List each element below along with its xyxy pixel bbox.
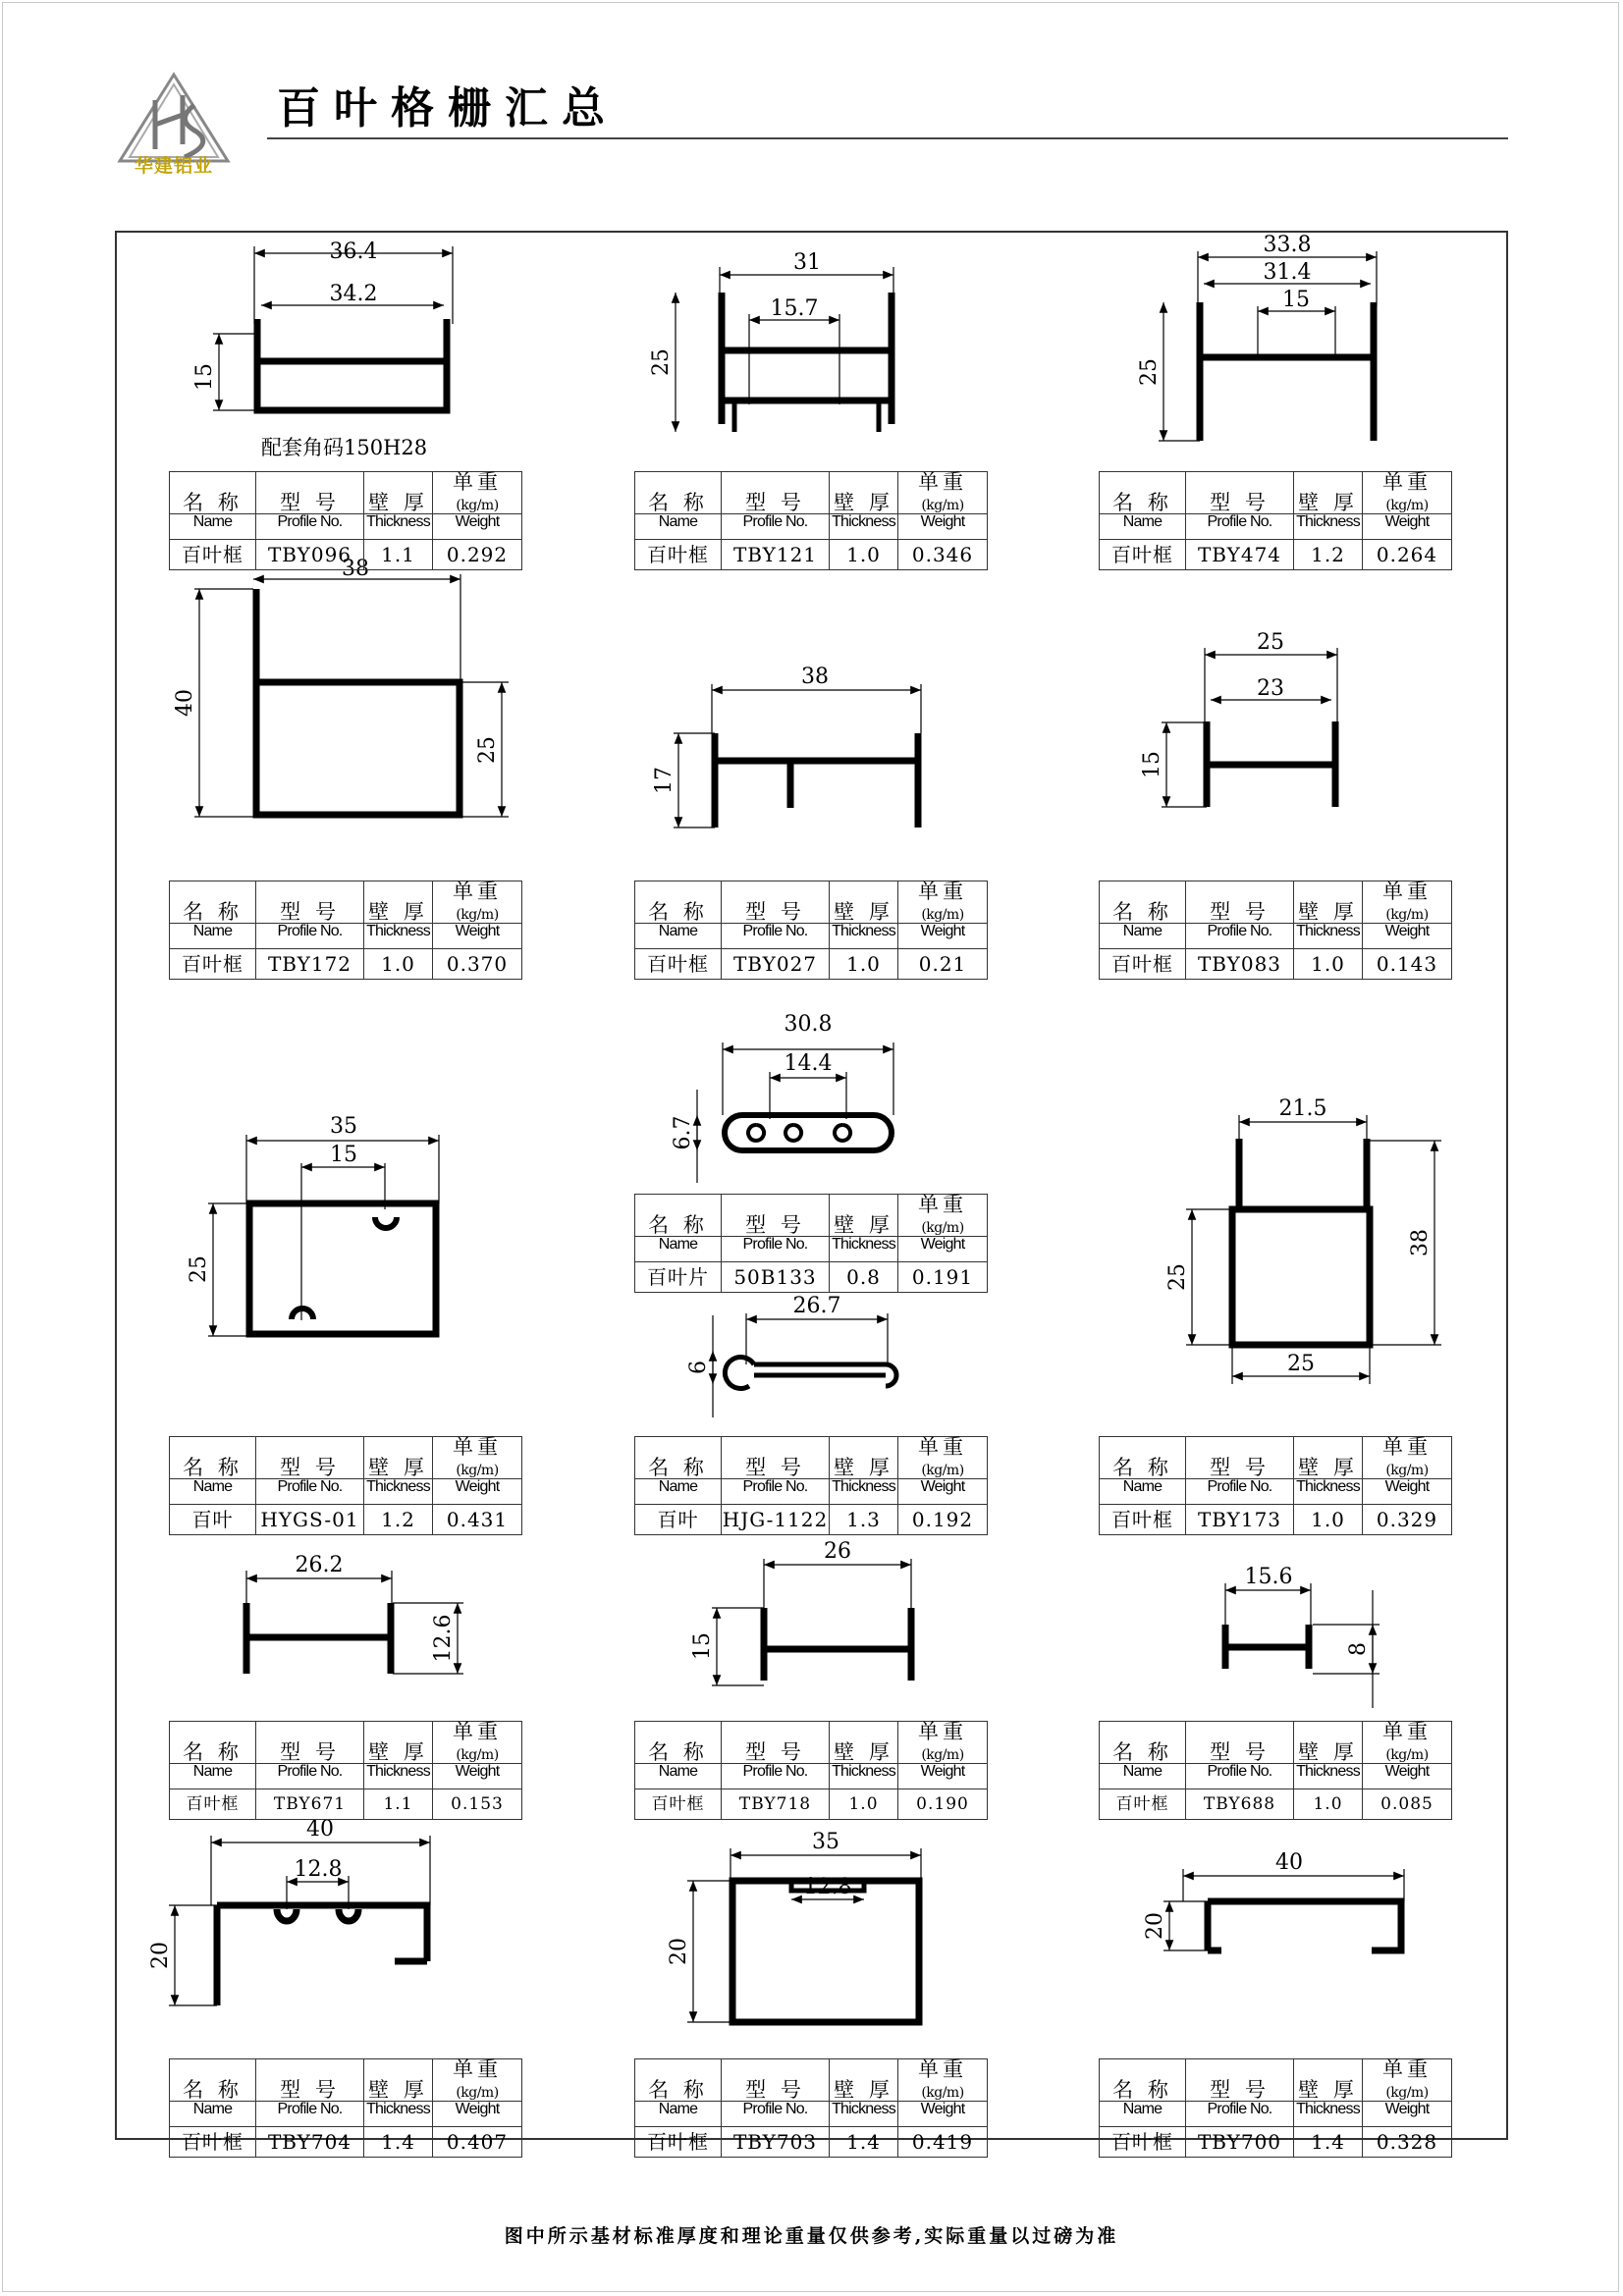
cell-weight: 0.153: [433, 1789, 522, 1820]
dim-label: 20: [148, 1942, 173, 1969]
dim-label: 25: [475, 736, 500, 764]
cell-weight: 0.264: [1363, 540, 1452, 570]
dim-label: 20: [667, 1938, 691, 1965]
header-name-cn: 名 称: [1100, 1722, 1186, 1764]
header-model-en: Profile No.: [256, 924, 364, 949]
header-name-cn: 名 称: [635, 881, 722, 924]
header-thickness-cn: 壁 厚: [364, 1722, 433, 1764]
header-model-cn: 型 号: [722, 1437, 830, 1479]
header-name-cn: 名 称: [1100, 472, 1186, 514]
dim-label: 25: [1137, 358, 1162, 386]
dim-label: 38: [1408, 1229, 1433, 1256]
cell-name: 百叶框: [635, 949, 722, 980]
footer-note: 图中所示基材标准厚度和理论重量仅供参考,实际重量以过磅为准: [504, 2225, 1119, 2247]
header-name-en: Name: [1100, 2102, 1186, 2127]
header-name-en: Name: [635, 924, 722, 949]
spec-table: [169, 1436, 522, 1535]
header-weight-cn: 单重(kg/m): [898, 1722, 988, 1764]
spec-table: [634, 2058, 988, 2158]
cell-model: HJG-1122: [722, 1505, 830, 1535]
cell-thickness: 1.0: [830, 540, 898, 570]
header-model-en: Profile No.: [722, 924, 830, 949]
header-thickness-en: Thickness: [364, 924, 433, 949]
spec-table: [1099, 471, 1452, 570]
header-model-en: Profile No.: [722, 514, 830, 540]
header-weight-en: Weight: [898, 2102, 988, 2127]
header-weight-en: Weight: [1363, 514, 1452, 540]
header-thickness-en: Thickness: [364, 1764, 433, 1789]
header-thickness-cn: 壁 厚: [830, 881, 898, 924]
header-model-en: Profile No.: [256, 1479, 364, 1505]
cell-name: 百叶框: [635, 1789, 722, 1820]
header-thickness-cn: 壁 厚: [1294, 1722, 1363, 1764]
spec-table: [169, 471, 522, 570]
header-thickness-cn: 壁 厚: [364, 2059, 433, 2102]
header-name-cn: 名 称: [170, 881, 256, 924]
header-weight-en: Weight: [898, 924, 988, 949]
dim-label: 6: [686, 1361, 711, 1374]
cell-name: 百叶框: [635, 540, 722, 570]
header-name-cn: 名 称: [1100, 1437, 1186, 1479]
header-name-en: Name: [1100, 1479, 1186, 1505]
header-weight-cn: 单重(kg/m): [1363, 472, 1452, 514]
dim-label: 15: [192, 363, 217, 391]
header-weight-cn: 单重(kg/m): [1363, 1722, 1452, 1764]
header-name-en: Name: [170, 1764, 256, 1789]
header-name-en: Name: [635, 514, 722, 540]
cell-model: TBY027: [722, 949, 830, 980]
header-weight-en: Weight: [433, 924, 522, 949]
header-thickness-cn: 壁 厚: [1294, 1437, 1363, 1479]
header-model-cn: 型 号: [722, 1195, 830, 1237]
header-model-cn: 型 号: [1186, 1437, 1294, 1479]
cell-thickness: 1.0: [830, 1789, 898, 1820]
header-thickness-en: Thickness: [830, 1237, 898, 1262]
spec-table: [169, 2058, 522, 2158]
dim-label: 23: [1257, 676, 1284, 701]
header-name-cn: 名 称: [1100, 881, 1186, 924]
header-thickness-en: Thickness: [830, 924, 898, 949]
cell-weight: 0.21: [898, 949, 988, 980]
dim-label: 35: [330, 1114, 357, 1139]
cell-name: 百叶: [170, 1505, 256, 1535]
spec-table: [634, 881, 988, 980]
cell-thickness: 1.4: [830, 2127, 898, 2158]
dim-label: 20: [1143, 1912, 1167, 1940]
cell-thickness: 1.2: [1294, 540, 1363, 570]
cell-model: TBY096: [256, 540, 364, 570]
profile-drawing-tby700: [1163, 1869, 1404, 1950]
profile-drawing-hygs-01: [208, 1135, 439, 1336]
profile-drawing-tby718: [712, 1559, 911, 1685]
cell-thickness: 1.0: [1294, 949, 1363, 980]
cell-model: 50B133: [722, 1262, 830, 1293]
spec-table: [1099, 2058, 1452, 2158]
dim-label: 30.8: [784, 1012, 833, 1037]
header-weight-cn: 单重(kg/m): [433, 881, 522, 924]
dim-label: 8: [1346, 1642, 1371, 1656]
header-weight-en: Weight: [1363, 2102, 1452, 2127]
dim-label: 15.7: [770, 296, 819, 321]
header-weight-cn: 单重(kg/m): [1363, 881, 1452, 924]
cell-weight: 0.419: [898, 2127, 988, 2158]
dim-label: 15: [1282, 288, 1310, 312]
spec-table: [169, 881, 522, 980]
header-model-cn: 型 号: [722, 881, 830, 924]
dim-label: 25: [1257, 630, 1284, 655]
cell-model: TBY121: [722, 540, 830, 570]
header-model-en: Profile No.: [256, 514, 364, 540]
header-model-en: Profile No.: [722, 1479, 830, 1505]
header-name-cn: 名 称: [1100, 2059, 1186, 2102]
dim-label: 33.8: [1263, 233, 1312, 257]
cell-name: 百叶框: [635, 2127, 722, 2158]
header-weight-cn: 单重(kg/m): [433, 1437, 522, 1479]
dim-label: 17: [652, 767, 676, 794]
cell-model: TBY172: [256, 949, 364, 980]
spec-table: [634, 1721, 988, 1820]
header-thickness-cn: 壁 厚: [364, 881, 433, 924]
cell-name: 百叶框: [170, 949, 256, 980]
cell-model: TBY703: [722, 2127, 830, 2158]
cell-name: 百叶框: [1100, 1789, 1186, 1820]
dim-label: 15: [690, 1632, 715, 1660]
dim-label: 6.7: [671, 1115, 695, 1150]
cell-weight: 0.143: [1363, 949, 1452, 980]
header-name-cn: 名 称: [635, 2059, 722, 2102]
cell-thickness: 1.1: [364, 1789, 433, 1820]
header-thickness-en: Thickness: [830, 2102, 898, 2127]
spec-table: [1099, 1436, 1452, 1535]
cell-name: 百叶框: [170, 540, 256, 570]
header-model-cn: 型 号: [722, 2059, 830, 2102]
cell-model: TBY173: [1186, 1505, 1294, 1535]
cell-model: TBY718: [722, 1789, 830, 1820]
dim-label: 40: [173, 689, 197, 717]
dim-label: 15: [330, 1143, 357, 1167]
cell-thickness: 0.8: [830, 1262, 898, 1293]
header-name-cn: 名 称: [635, 1722, 722, 1764]
header-thickness-en: Thickness: [830, 514, 898, 540]
spec-table: [1099, 881, 1452, 980]
header-name-cn: 名 称: [635, 472, 722, 514]
cell-thickness: 1.3: [830, 1505, 898, 1535]
header-thickness-en: Thickness: [364, 514, 433, 540]
header-thickness-en: Thickness: [1294, 2102, 1363, 2127]
cell-thickness: 1.0: [1294, 1505, 1363, 1535]
spec-table: [634, 1194, 988, 1293]
page-title: 百叶格栅汇总: [277, 83, 619, 133]
cell-weight: 0.328: [1363, 2127, 1452, 2158]
dim-label: 40: [1275, 1850, 1303, 1875]
dim-label: 26.7: [792, 1294, 841, 1318]
header-thickness-en: Thickness: [830, 1764, 898, 1789]
dim-label: 38: [342, 557, 369, 581]
cell-model: TBY704: [256, 2127, 364, 2158]
cell-weight: 0.190: [898, 1789, 988, 1820]
brand-name: 华建铝业: [134, 155, 213, 177]
header-model-cn: 型 号: [256, 472, 364, 514]
header-name-cn: 名 称: [170, 472, 256, 514]
header-weight-cn: 单重(kg/m): [898, 2059, 988, 2102]
cell-thickness: 1.0: [830, 949, 898, 980]
header-thickness-cn: 壁 厚: [830, 1195, 898, 1237]
header-model-en: Profile No.: [722, 1237, 830, 1262]
header-thickness-en: Thickness: [1294, 924, 1363, 949]
cell-name: 百叶框: [1100, 1505, 1186, 1535]
header-name-en: Name: [170, 1479, 256, 1505]
header-name-en: Name: [170, 2102, 256, 2127]
header-model-cn: 型 号: [256, 881, 364, 924]
header-weight-en: Weight: [1363, 924, 1452, 949]
dim-label: 25: [1287, 1352, 1315, 1376]
header-name-en: Name: [635, 2102, 722, 2127]
header-model-cn: 型 号: [722, 472, 830, 514]
dim-label: 26: [824, 1539, 851, 1564]
header-weight-en: Weight: [898, 1764, 988, 1789]
header-thickness-en: Thickness: [1294, 1764, 1363, 1789]
spec-table: [634, 471, 988, 570]
dim-label: 15: [1140, 751, 1164, 778]
header-weight-cn: 单重(kg/m): [1363, 1437, 1452, 1479]
header-model-cn: 型 号: [1186, 1722, 1294, 1764]
cell-name: 百叶: [635, 1505, 722, 1535]
header-model-cn: 型 号: [256, 2059, 364, 2102]
header-weight-en: Weight: [433, 1764, 522, 1789]
profile-drawing-tby121: [676, 267, 893, 432]
header-thickness-en: Thickness: [364, 2102, 433, 2127]
cell-name: 百叶框: [170, 1789, 256, 1820]
header-weight-cn: 单重(kg/m): [433, 472, 522, 514]
cell-thickness: 1.0: [1294, 1789, 1363, 1820]
cell-weight: 0.407: [433, 2127, 522, 2158]
header-thickness-en: Thickness: [364, 1479, 433, 1505]
header-name-en: Name: [635, 1479, 722, 1505]
header-name-en: Name: [170, 514, 256, 540]
header-weight-en: Weight: [1363, 1479, 1452, 1505]
cell-weight: 0.370: [433, 949, 522, 980]
header-thickness-cn: 壁 厚: [830, 1722, 898, 1764]
cell-name: 百叶框: [1100, 540, 1186, 570]
dim-label: 12.8: [294, 1857, 343, 1882]
header-model-en: Profile No.: [256, 1764, 364, 1789]
header-weight-en: Weight: [1363, 1764, 1452, 1789]
header-thickness-cn: 壁 厚: [1294, 881, 1363, 924]
accessory-note: 配套角码150H28: [261, 436, 428, 459]
header-weight-cn: 单重(kg/m): [433, 1722, 522, 1764]
profile-drawing-tby172: [194, 574, 509, 817]
dim-label: 25: [1165, 1263, 1190, 1291]
dim-label: 12.6: [431, 1614, 456, 1663]
dim-label: 21.5: [1278, 1096, 1327, 1121]
header-weight-cn: 单重(kg/m): [898, 1195, 988, 1237]
header-name-en: Name: [635, 1764, 722, 1789]
spec-table: [1099, 1721, 1452, 1820]
dim-label: 36.4: [329, 240, 378, 264]
header-thickness-en: Thickness: [830, 1479, 898, 1505]
header-model-cn: 型 号: [1186, 2059, 1294, 2102]
header-thickness-en: Thickness: [1294, 514, 1363, 540]
dim-label: 26.2: [295, 1553, 344, 1577]
header-weight-en: Weight: [898, 1237, 988, 1262]
profile-drawing-tby027: [674, 684, 921, 828]
header-model-cn: 型 号: [1186, 881, 1294, 924]
cell-weight: 0.085: [1363, 1789, 1452, 1820]
spec-table: [169, 1721, 522, 1820]
header-thickness-cn: 壁 厚: [830, 472, 898, 514]
cell-weight: 0.431: [433, 1505, 522, 1535]
profile-drawing-tby083: [1162, 648, 1337, 807]
header-thickness-cn: 壁 厚: [830, 1437, 898, 1479]
header-thickness-cn: 壁 厚: [364, 1437, 433, 1479]
dim-label: 12.8: [803, 1875, 852, 1899]
cell-weight: 0.191: [898, 1262, 988, 1293]
cell-thickness: 1.1: [364, 540, 433, 570]
dim-label: 25: [649, 348, 674, 376]
profile-drawing-hjg-1122: [713, 1313, 896, 1417]
header-name-cn: 名 称: [170, 1722, 256, 1764]
header-model-en: Profile No.: [722, 1764, 830, 1789]
header-weight-cn: 单重(kg/m): [898, 472, 988, 514]
header-weight-cn: 单重(kg/m): [898, 1437, 988, 1479]
header-model-en: Profile No.: [1186, 924, 1294, 949]
cell-thickness: 1.4: [364, 2127, 433, 2158]
header-weight-en: Weight: [898, 514, 988, 540]
header-weight-cn: 单重(kg/m): [1363, 2059, 1452, 2102]
dim-label: 35: [812, 1830, 839, 1854]
header-model-cn: 型 号: [256, 1722, 364, 1764]
cell-weight: 0.192: [898, 1505, 988, 1535]
cell-model: TBY083: [1186, 949, 1294, 980]
header-thickness-cn: 壁 厚: [1294, 2059, 1363, 2102]
dim-label: 31.4: [1263, 260, 1312, 285]
cell-model: TBY688: [1186, 1789, 1294, 1820]
header-model-en: Profile No.: [1186, 2102, 1294, 2127]
header-weight-en: Weight: [433, 514, 522, 540]
header-thickness-en: Thickness: [1294, 1479, 1363, 1505]
spec-table: [634, 1436, 988, 1535]
cell-thickness: 1.2: [364, 1505, 433, 1535]
cell-weight: 0.346: [898, 540, 988, 570]
dim-label: 14.4: [784, 1051, 833, 1076]
header-name-en: Name: [1100, 1764, 1186, 1789]
dim-label: 38: [801, 665, 829, 689]
header-name-en: Name: [635, 1237, 722, 1262]
cell-weight: 0.329: [1363, 1505, 1452, 1535]
header-thickness-cn: 壁 厚: [1294, 472, 1363, 514]
cell-weight: 0.292: [433, 540, 522, 570]
dim-label: 40: [306, 1817, 334, 1842]
header-model-en: Profile No.: [722, 2102, 830, 2127]
header-name-en: Name: [1100, 924, 1186, 949]
header-weight-cn: 单重(kg/m): [898, 881, 988, 924]
cell-model: HYGS-01: [256, 1505, 364, 1535]
cell-model: TBY474: [1186, 540, 1294, 570]
header-name-en: Name: [170, 924, 256, 949]
cell-model: TBY671: [256, 1789, 364, 1820]
header-thickness-cn: 壁 厚: [364, 472, 433, 514]
dim-label: 34.2: [329, 282, 378, 306]
header-name-cn: 名 称: [635, 1195, 722, 1237]
header-model-en: Profile No.: [1186, 514, 1294, 540]
header-model-cn: 型 号: [1186, 472, 1294, 514]
header-name-en: Name: [1100, 514, 1186, 540]
profile-drawing-tby096: [213, 246, 453, 410]
header-model-cn: 型 号: [256, 1437, 364, 1479]
header-model-cn: 型 号: [722, 1722, 830, 1764]
cell-name: 百叶框: [1100, 949, 1186, 980]
cell-name: 百叶框: [1100, 2127, 1186, 2158]
header-model-en: Profile No.: [1186, 1764, 1294, 1789]
header-weight-en: Weight: [433, 2102, 522, 2127]
profile-drawing-tby173: [1186, 1115, 1441, 1384]
dim-label: 31: [793, 250, 821, 275]
dim-label: 15.6: [1244, 1565, 1293, 1589]
header-name-cn: 名 称: [170, 1437, 256, 1479]
header-model-en: Profile No.: [256, 2102, 364, 2127]
header-weight-en: Weight: [898, 1479, 988, 1505]
header-thickness-cn: 壁 厚: [830, 2059, 898, 2102]
cell-name: 百叶框: [170, 2127, 256, 2158]
header-model-en: Profile No.: [1186, 1479, 1294, 1505]
dim-label: 25: [187, 1255, 211, 1283]
cell-thickness: 1.0: [364, 949, 433, 980]
cell-thickness: 1.4: [1294, 2127, 1363, 2158]
header-name-cn: 名 称: [170, 2059, 256, 2102]
cell-name: 百叶片: [635, 1262, 722, 1293]
header-weight-en: Weight: [433, 1479, 522, 1505]
cell-model: TBY700: [1186, 2127, 1294, 2158]
header-name-cn: 名 称: [635, 1437, 722, 1479]
header-weight-cn: 单重(kg/m): [433, 2059, 522, 2102]
